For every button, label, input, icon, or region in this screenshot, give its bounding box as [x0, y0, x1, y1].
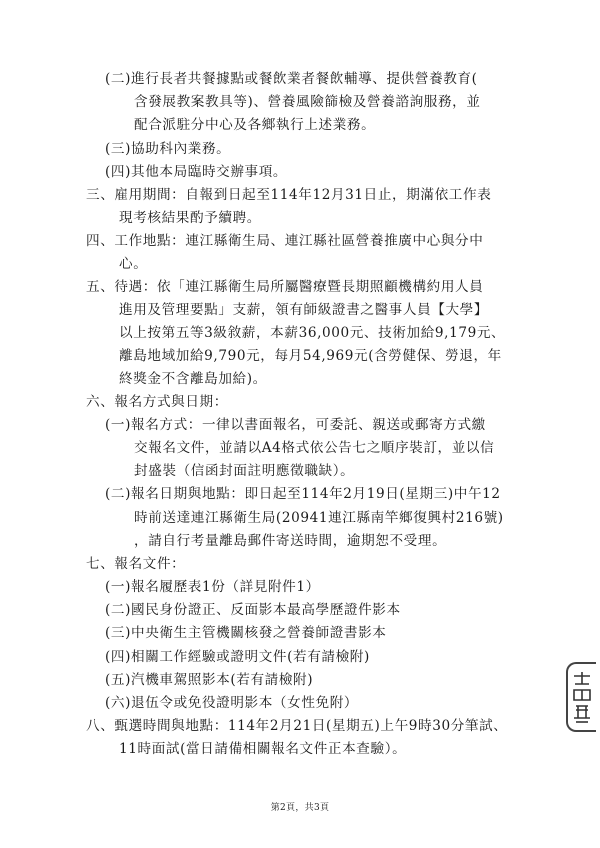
text-line: 心。 [119, 256, 148, 272]
seal-glyph-icon [570, 670, 596, 728]
text-line: 五、待遇：依「連江縣衛生局所屬醫療暨長期照顧機構約用人員 [86, 279, 484, 295]
text-line: (二)國民身份證正、反面影本最高學歷證件影本 [105, 602, 401, 618]
text-line: 時前送達連江縣衛生局(20941連江縣南竿鄉復興村216號) [134, 510, 504, 526]
text-line: (一)報名履歷表1份（詳見附件1） [105, 579, 320, 595]
text-line: 配合派駐分中心及各鄉執行上述業務。 [134, 117, 376, 133]
text-line: (二)進行長者共餐據點或餐飲業者餐飲輔導、提供營養教育( [105, 71, 478, 87]
text-line: (一)報名方式：一律以書面報名，可委託、親送或郵寄方式繳 [105, 417, 486, 433]
text-line: (五)汽機車駕照影本(若有請檢附) [105, 672, 314, 688]
text-line: 封盛裝（信函封面註明應徵職缺）。 [134, 463, 355, 479]
text-line: (六)退伍令或免役證明影本（女性免附） [105, 695, 359, 711]
text-line: (三)協助科內業務。 [105, 141, 231, 157]
text-line: 三、雇用期間：自報到日起至114年12月31日止，期滿依工作表 [86, 187, 492, 203]
text-line: 八、甄選時間與地點：114年2月21日(星期五)上午9時30分筆試、 [86, 718, 508, 734]
seal-stamp-icon [566, 662, 596, 732]
text-line: (三)中央衛生主管機關核發之營養師證書影本 [105, 625, 387, 641]
text-line: 離島地域加給9,790元，每月54,969元(含勞健保、勞退，年 [119, 348, 502, 364]
text-line: 四、工作地點：連江縣衛生局、連江縣社區營養推廣中心與分中 [86, 233, 484, 249]
text-line: ，請自行考量離島郵件寄送時間，逾期恕不受理。 [134, 533, 447, 549]
page-footer: 第2頁，共3頁 [270, 803, 330, 813]
text-line: (四)其他本局臨時交辦事項。 [105, 164, 288, 180]
text-line: (四)相關工作經驗或證明文件(若有請檢附) [105, 649, 370, 665]
text-line: 終獎金不含離島加給)。 [119, 371, 267, 387]
text-line: 七、報名文件： [86, 556, 186, 572]
text-line: 六、報名方式與日期： [86, 394, 228, 410]
text-line: 含發展教案教具等)、營養風險篩檢及營養諮詢服務，並 [134, 94, 481, 110]
text-line: 交報名文件，並請以A4格式依公告七之順序裝訂，並以信 [134, 440, 495, 456]
text-line: 以上按第五等3級敘薪，本薪36,000元、技術加給9,179元、 [119, 325, 506, 341]
text-line: 現考核結果酌予續聘。 [119, 210, 261, 226]
text-line: 進用及管理要點」支薪，領有師級證書之醫事人員【大學】 [119, 302, 489, 318]
text-line: 11時面試(當日請備相關報名文件正本查驗）。 [119, 741, 407, 757]
text-line: (二)報名日期與地點：即日起至114年2月19日(星期三)中午12 [105, 486, 501, 502]
